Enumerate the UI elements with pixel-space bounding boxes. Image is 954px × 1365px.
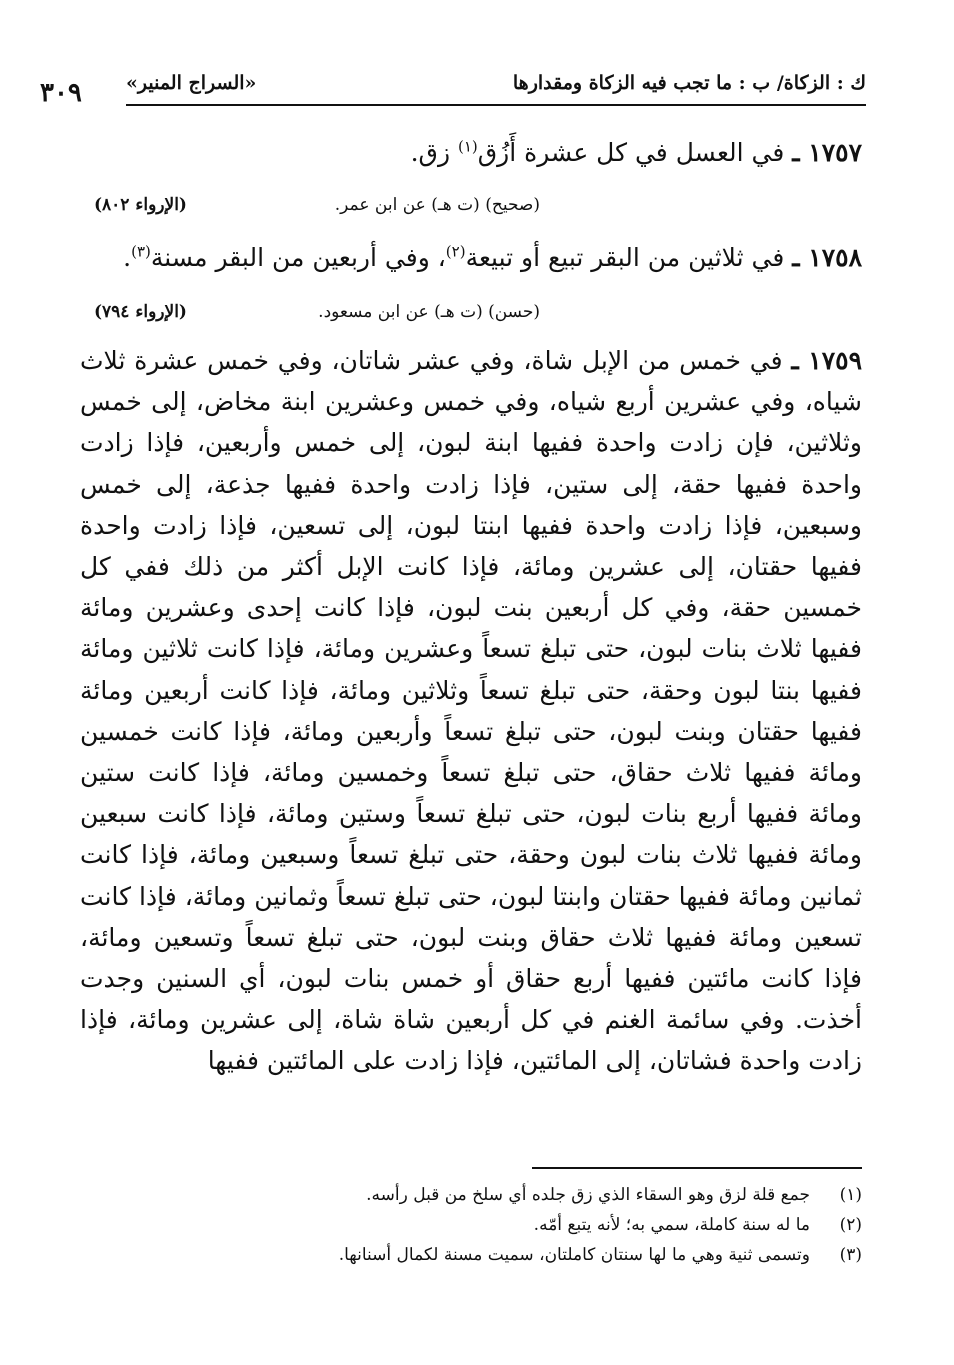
footnote-ref: (١) xyxy=(457,137,478,156)
header-rule xyxy=(126,104,866,106)
hadith-1757 xyxy=(80,133,862,173)
hadith-number: ١٧٥٧ ـ xyxy=(792,138,862,167)
hadith-text: زق. xyxy=(410,138,458,167)
footnote-text: وتسمى ثنية وهي ما لها سنتان كاملتان، سميت مسنة لكمال أسنانها. xyxy=(338,1245,810,1265)
footnote-ref: (٢) xyxy=(445,242,466,261)
hadith-text: . xyxy=(123,243,132,272)
hadith-text: ، وفي أربعين من البقر مسنة xyxy=(150,243,446,272)
hadith-grade: (صحيح) (ت هـ) عن ابن عمر. xyxy=(334,195,540,215)
hadith-1759 xyxy=(80,340,862,1082)
footnote-rule xyxy=(532,1167,862,1169)
footnote-number: (٢) xyxy=(839,1215,862,1235)
hadith-number: ١٧٥٩ ـ xyxy=(791,346,862,375)
hadith-text: في العسل في كل عشرة أَزُق xyxy=(477,138,785,167)
book-reference: (الإرواء ٨٠٢) xyxy=(94,195,187,215)
hadith-1758-source xyxy=(80,302,862,332)
page-header xyxy=(40,62,866,112)
footnote-2 xyxy=(80,1210,862,1240)
book-reference: (الإرواء ٧٩٤) xyxy=(94,302,187,322)
chapter-heading: ك : الزكاة/ ب : ما تجب فيه الزكاة ومقدارها xyxy=(512,72,866,94)
hadith-number: ١٧٥٨ ـ xyxy=(792,243,862,272)
hadith-grade: (حسن) (ت هـ) عن ابن مسعود. xyxy=(318,302,540,322)
footnote-number: (١) xyxy=(839,1185,862,1205)
footnote-text: ما له سنة كاملة، سمي به؛ لأنه يتبع أمّه. xyxy=(533,1215,810,1235)
footnotes xyxy=(80,1180,862,1270)
footnote-3 xyxy=(80,1240,862,1270)
book-title: «السراج المنير» xyxy=(126,72,257,94)
page-number: ٣٠٩ xyxy=(40,78,82,108)
footnote-1 xyxy=(80,1180,862,1210)
footnote-number: (٣) xyxy=(839,1245,862,1265)
footnote-text: جمع قلة لزق وهو السقاء الذي زق جلده أي سلخ من قبل رأسه. xyxy=(366,1185,810,1205)
footnote-ref: (٣) xyxy=(131,242,151,261)
hadith-1758 xyxy=(80,238,862,278)
hadith-text: في خمس من الإبل شاة، وفي عشر شاتان، وفي خمس عشرة ثلاث شياه، وفي عشرين أربع شياه، وفي خمس وعشرين ابنة مخاض، إلى خمس وثلاثين، فإن زادت واحدة ففيها ابنة لبون، إلى خمس وأربعين، فإذا زادت واحدة ففيها حقة، إلى ستين، فإذا زادت واحدة ففيها جذعة، إلى خمس وسبعين، فإذا زادت واحدة ففيها ابنتا لبون، إلى تسعين، فإذا زادت واحدة ففيها حقتان، إلى عشرين ومائة، فإذا كانت الإبل أكثر من ذلك ففي كل خمسين حقة، وفي كل أربعين بنت لبون، فإذا كانت إحدى وعشرين ومائة ففيها ثلاث بنات لبون، حتى تبلغ تسعاً وعشرين ومائة، فإذا كانت ثلاثين ومائة ففيها بنتا لبون وحقة، حتى تبلغ تسعاً وثلاثين ومائة، فإذا كانت أربعين ومائة ففيها حقتان وبنت لبون، حتى تبلغ تسعاً وأربعين ومائة، فإذا كانت خمسين ومائة ففيها ثلاث حقاق، حتى تبلغ تسعاً وخمسين ومائة، فإذا كانت ستين ومائة ففيها أربع بنات لبون، حتى تبلغ تسعاً وستين ومائة، فإذا كانت سبعين ومائة ففيها ثلاث بنات لبون وحقة، حتى تبلغ تسعاً وسبعين ومائة، فإذا كانت ثمانين ومائة ففيها حقتان وابنتا لبون، حتى تبلغ تسعاً وثمانين ومائة، فإذا كانت تسعين ومائة ففيها ثلاث حقاق وبنت لبون، حتى تبلغ تسعاً وتسعين ومائة، فإذا كانت مائتين ففيها أربع حقاق أو خمس بنات لبون، أي السنين وجدت أخذت. وفي سائمة الغنم في كل أربعين شاة شاة، إلى عشرين ومائة، فإذا زادت واحدة فشاتان، إلى المائتين، فإذا زادت على المائتين ففيها xyxy=(80,346,862,1076)
hadith-text: في ثلاثين من البقر تبيع أو تبيعة xyxy=(465,243,785,272)
hadith-1757-source xyxy=(80,195,862,225)
